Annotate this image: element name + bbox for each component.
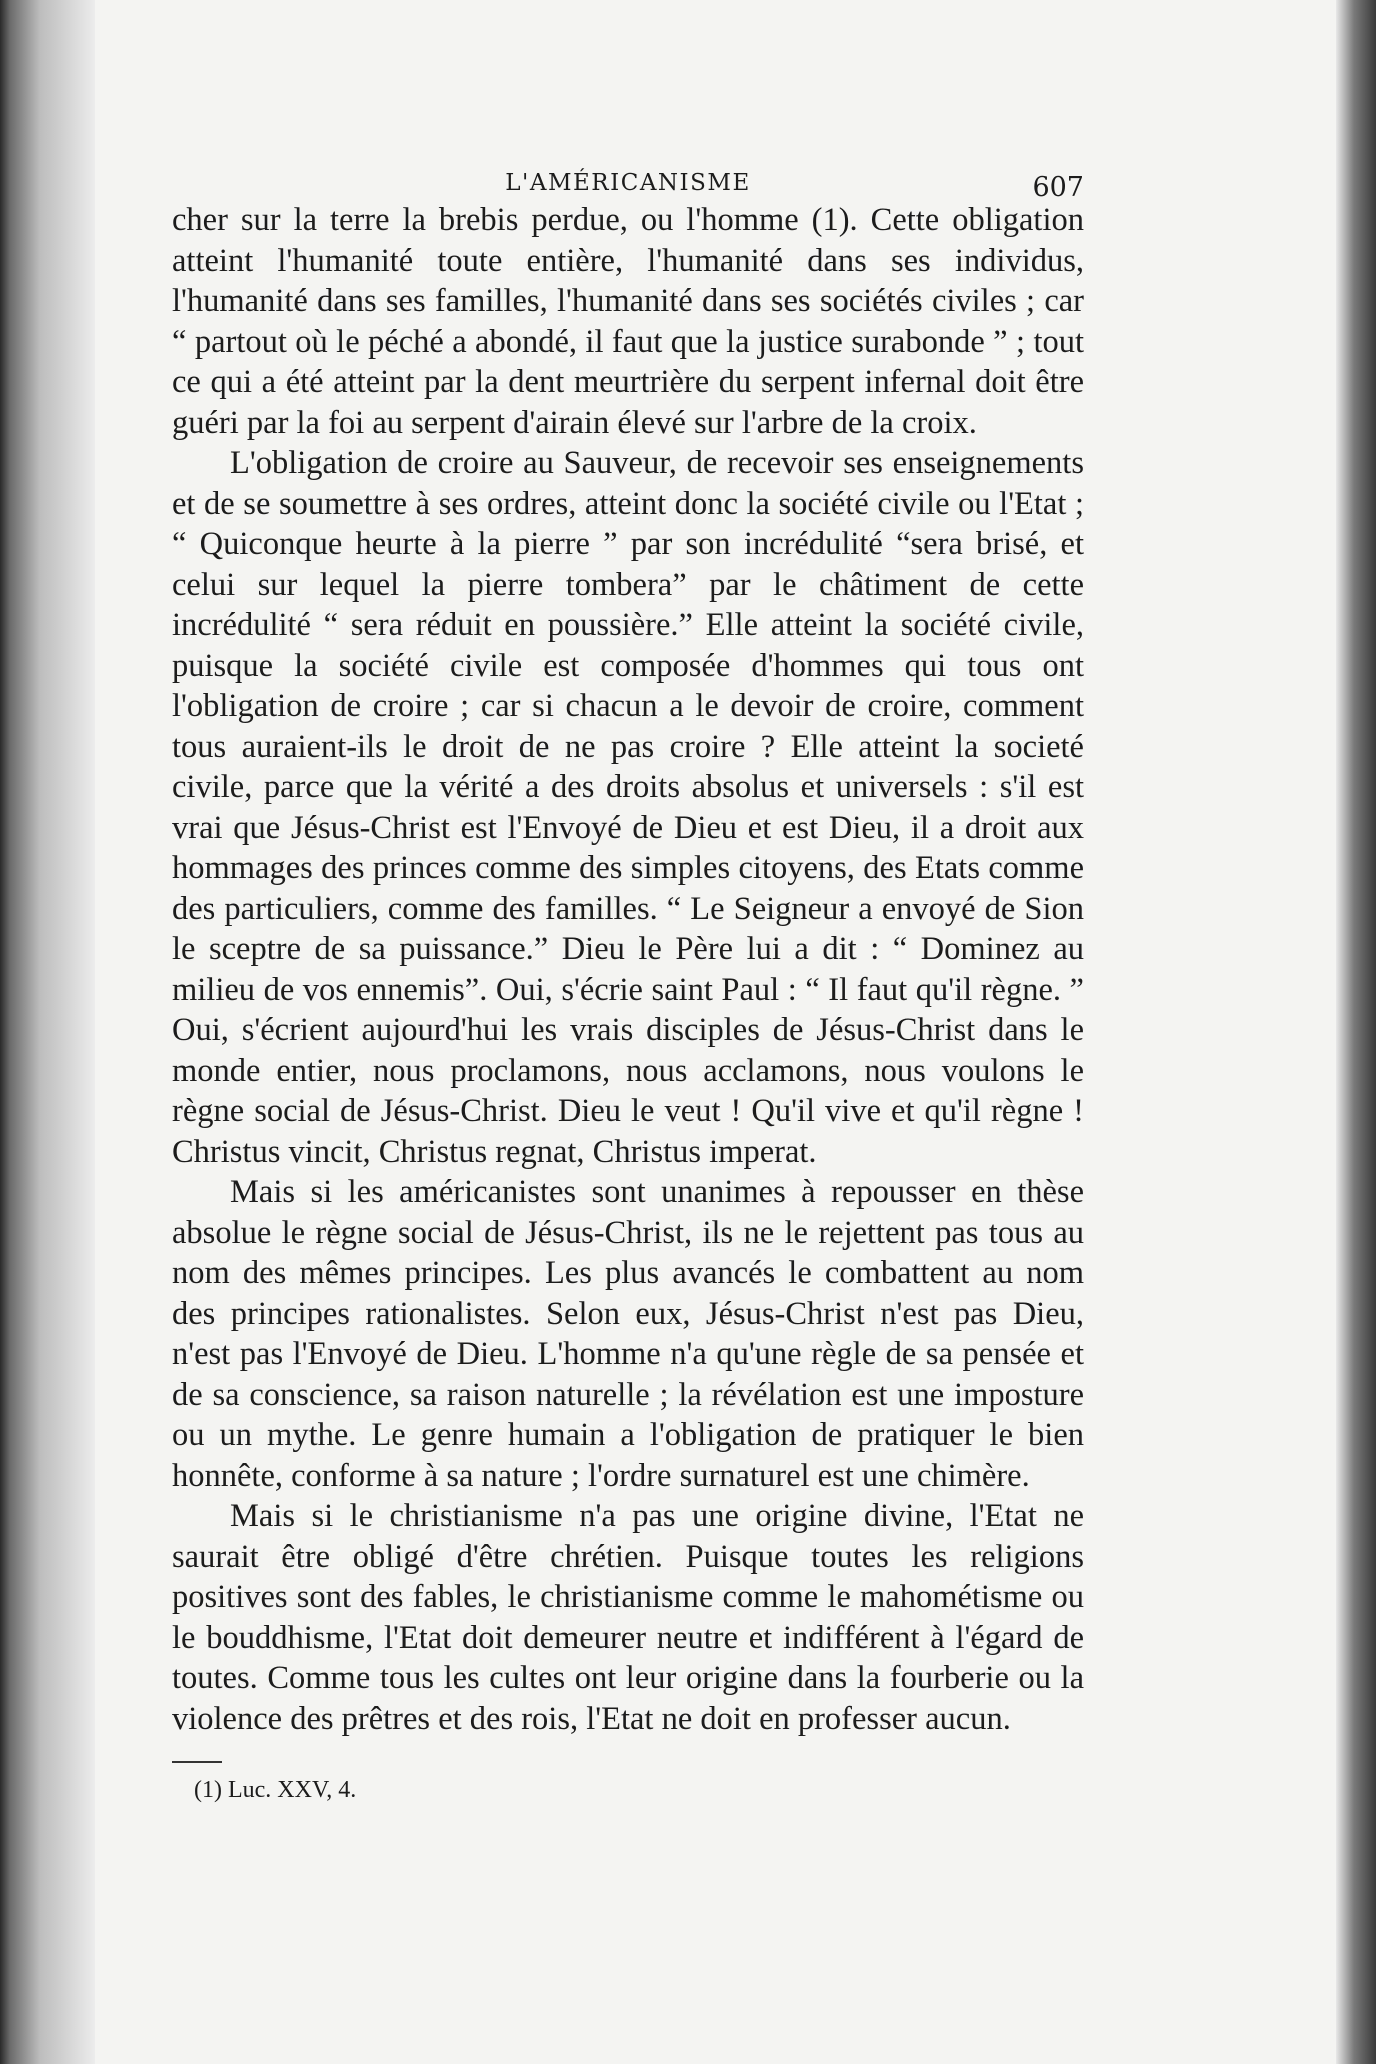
- paragraph-4: Mais si le christianisme n'a pas une origine divine, l'Etat ne saurait être obligé d'être chrétien. Puisque toutes les religions positives sont des fables, le christianisme comme le mahométisme ou le bouddhisme, l'Etat doit demeurer neutre et indifférent à l'égard de toutes. Comme tous les cultes ont leur origine dans la fourberie ou la violence des prêtres et des rois, l'Etat ne doit en professer aucun.: [172, 1498, 1084, 1737]
- paragraph-3: Mais si les américanistes sont unanimes à repousser en thèse absolue le règne social de Jésus-Christ, ils ne le rejettent pas tous au nom des mêmes principes. Les plus avancés le combattent au nom des principes rationalistes. Selon eux, Jésus-Christ n'est pas Dieu, n'est pas l'Envoyé de Dieu. L'homme n'a qu'une règle de sa pensée et de sa conscience, sa raison naturelle ; la révélation est une imposture ou un mythe. Le genre humain a l'obligation de pratiquer le bien honnête, conforme à sa nature ; l'ordre surnaturel est une chimère.: [172, 1174, 1084, 1494]
- running-title: L'AMÉRICANISME: [505, 170, 751, 196]
- page-number: 607: [1032, 172, 1084, 203]
- footnote-rule: [172, 1761, 222, 1763]
- binding-shadow-left: [0, 0, 95, 2064]
- text-block: [172, 150, 1084, 1804]
- paragraph-1: cher sur la terre la brebis perdue, ou l'homme (1). Cette obligation atteint l'humanité toute entière, l'humanité dans ses individus, l'humanité dans ses familles, l'humanité dans ses sociétés civiles ; car “ partout où le péché a abondé, il faut que la justice surabonde ” ; tout ce qui a été atteint par la dent meurtrière du serpent infernal doit être guéri par la foi au serpent d'airain élevé sur l'arbre de la croix.: [172, 202, 1084, 441]
- paragraph-2: L'obligation de croire au Sauveur, de recevoir ses enseignements et de se soumettre à ses ordres, atteint donc la société civile ou l'Etat ; “ Quiconque heurte à la pierre ” par son incrédulité “sera brisé, et celui sur lequel la pierre tombera” par le châtiment de cette incrédulité “ sera réduit en poussière.” Elle atteint la société civile, puisque la société civile est composée d'hommes qui tous ont l'obligation de croire ; car si chacun a le devoir de croire, comment tous auraient-ils le droit de ne pas croire ? Elle atteint la societé civile, parce que la vérité a des droits absolus et universels : s'il est vrai que Jésus-Christ est l'Envoyé de Dieu et est Dieu, il a droit aux hommages des princes comme des simples citoyens, des Etats comme des particuliers, comme des familles. “ Le Seigneur a envoyé de Sion le sceptre de sa puissance.” Dieu le Père lui a dit : “ Dominez au milieu de vos ennemis”. Oui, s'écrie saint Paul : “ Il faut qu'il règne. ” Oui, s'écrient aujourd'hui les vrais disciples de Jésus-Christ dans le monde entier, nous proclamons, nous acclamons, nous voulons le règne social de Jésus-Christ. Dieu le veut ! Qu'il vive et qu'il règne ! Christus vincit, Christus regnat, Christus imperat.: [172, 445, 1084, 1170]
- page-edge-shadow-right: [1336, 0, 1376, 2064]
- running-head: [172, 150, 1084, 203]
- footnote: (1) Luc. XXV, 4.: [194, 1777, 357, 1803]
